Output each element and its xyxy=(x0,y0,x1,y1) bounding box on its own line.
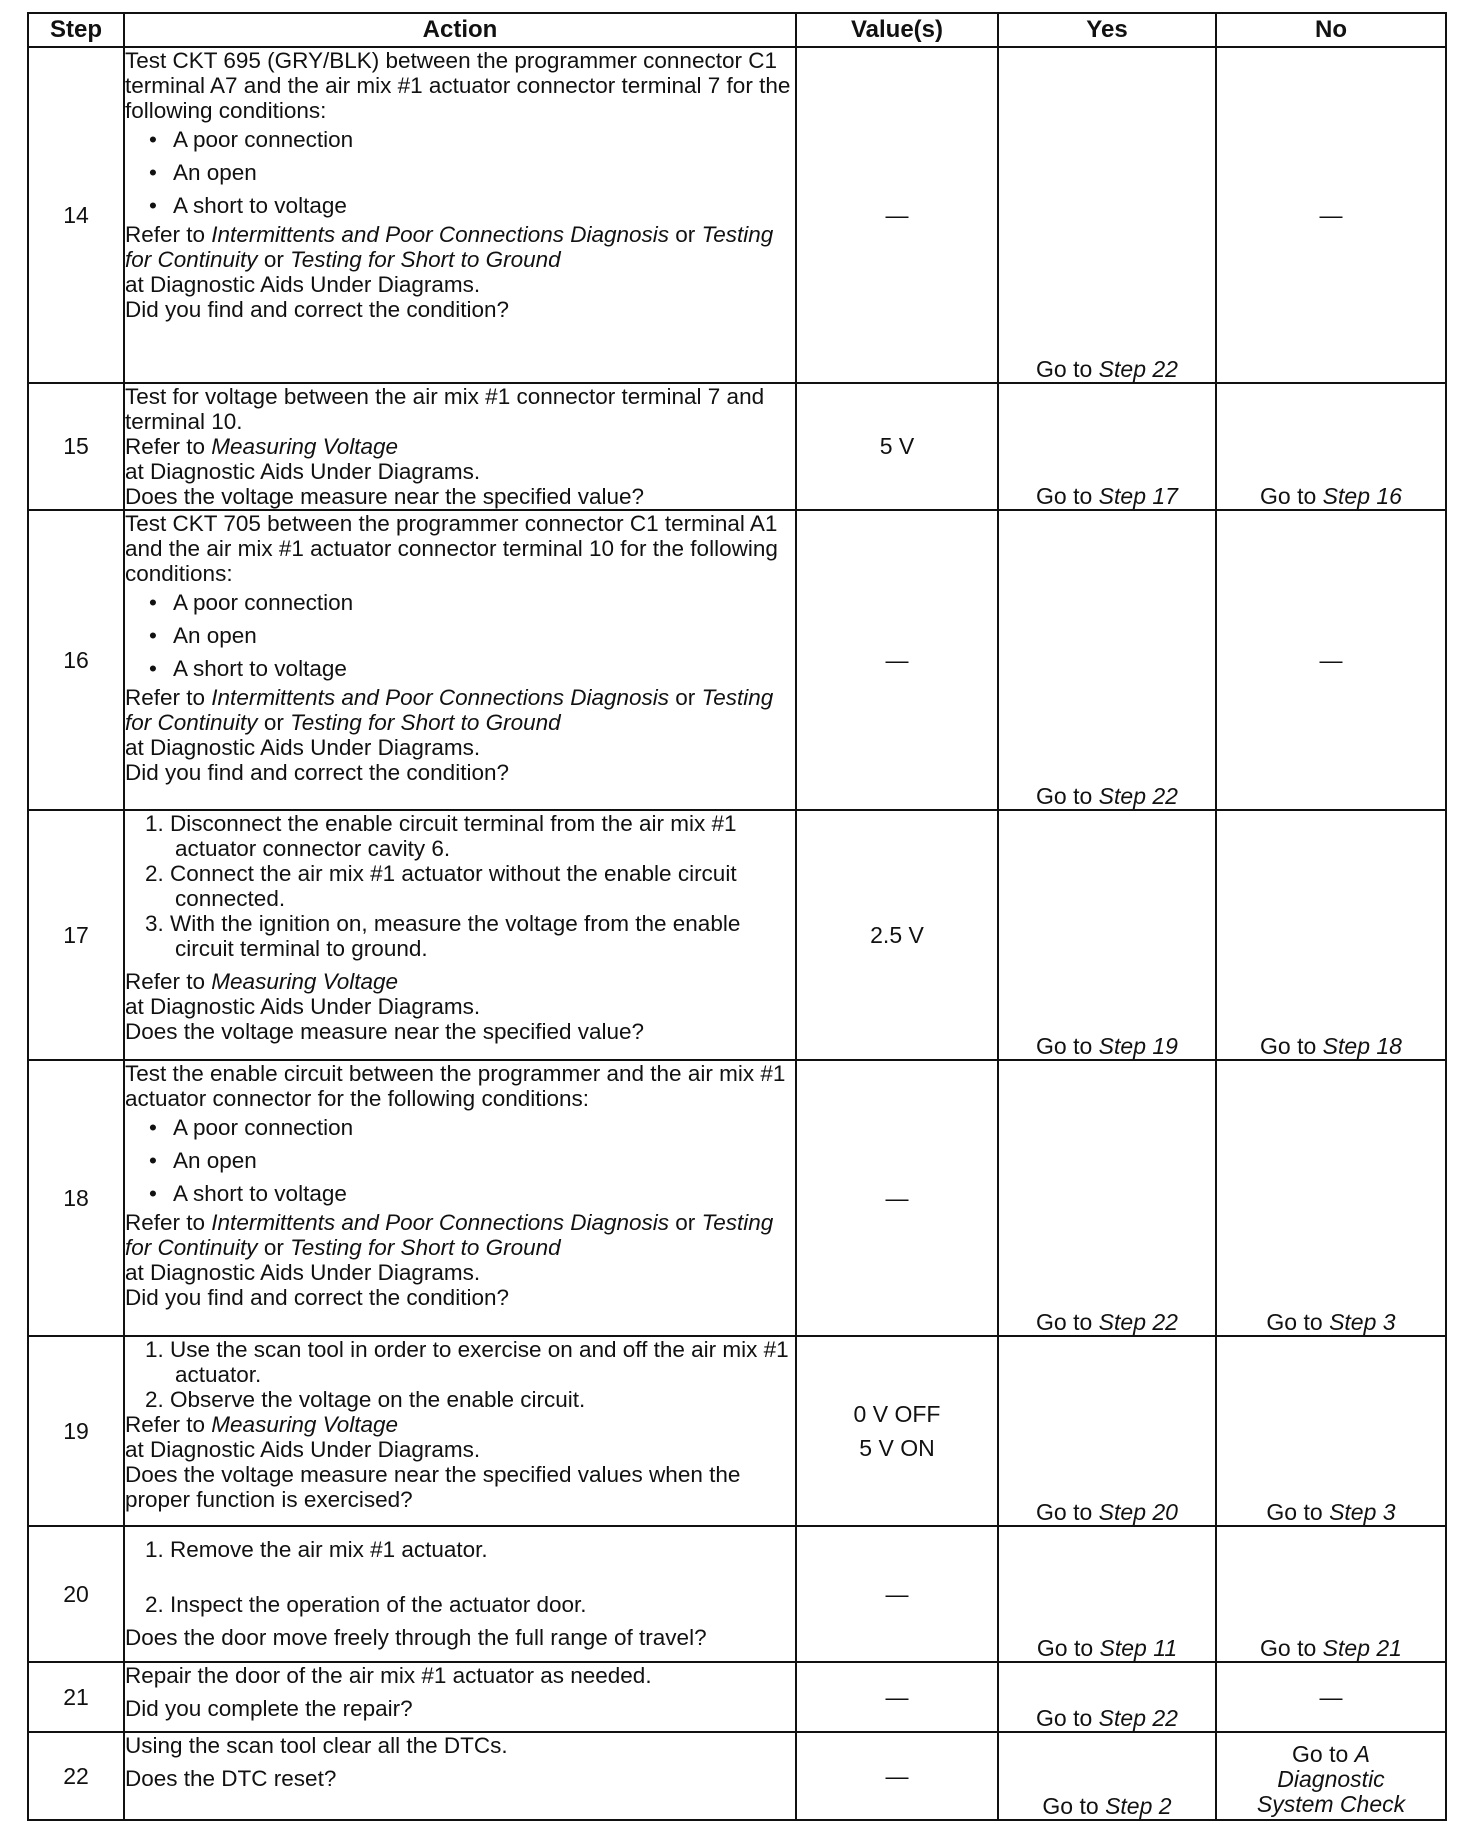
no-step-link: System Check xyxy=(1256,1791,1406,1817)
action-question: Does the voltage measure near the specified value? xyxy=(125,484,645,509)
step-number: 14 xyxy=(28,47,124,383)
step-number: 19 xyxy=(28,1336,124,1526)
action-cell xyxy=(124,1662,796,1732)
no-cell: — xyxy=(1216,47,1446,383)
condition-bullet: • An open xyxy=(125,156,795,189)
yes-step-link: Step 22 xyxy=(1098,1705,1178,1731)
action-cell xyxy=(124,810,796,1060)
condition-bullet: • A poor connection xyxy=(125,1111,795,1144)
no-cell xyxy=(1216,1732,1446,1820)
value-cell: — xyxy=(796,1662,998,1732)
action-question: Did you find and correct the condition? xyxy=(125,760,509,785)
table-row xyxy=(28,1336,1446,1526)
action-cell xyxy=(124,47,796,383)
table-row xyxy=(28,1526,1446,1662)
action-intro: Test CKT 695 (GRY/BLK) between the programmer connector C1 terminal A7 and the air mix #1 actuator connector terminal 7 for the following conditions: xyxy=(125,48,791,123)
action-cell xyxy=(124,1732,796,1820)
yes-cell: Go to Step 2 xyxy=(998,1732,1216,1820)
yes-step-link: Step 17 xyxy=(1098,483,1178,509)
procedure-step: 3. With the ignition on, measure the voltage from the enable circuit terminal to ground. xyxy=(145,911,741,961)
diagnostic-table xyxy=(27,12,1447,1821)
yes-step-link: Step 11 xyxy=(1099,1635,1178,1661)
condition-bullet: • An open xyxy=(125,1144,795,1177)
action-question: Does the door move freely through the full range of travel? xyxy=(125,1625,707,1650)
yes-step-link: Step 22 xyxy=(1098,783,1178,809)
yes-cell: Go to Step 22 xyxy=(998,510,1216,810)
value-on: 5 V ON xyxy=(859,1435,935,1461)
value-cell: — xyxy=(796,47,998,383)
action-intro: Repair the door of the air mix #1 actuator as needed. xyxy=(125,1663,652,1688)
value-cell xyxy=(796,1336,998,1526)
reference-location: at Diagnostic Aids Under Diagrams. xyxy=(125,1437,481,1462)
no-step-link: Step 21 xyxy=(1322,1635,1402,1661)
value-off: 0 V OFF xyxy=(853,1401,941,1427)
condition-bullet: • A poor connection xyxy=(125,586,795,619)
step-number: 21 xyxy=(28,1662,124,1732)
yes-cell: Go to Step 22 xyxy=(998,1662,1216,1732)
yes-cell: Go to Step 22 xyxy=(998,1060,1216,1336)
condition-bullet: • A short to voltage xyxy=(125,189,795,222)
action-intro: Using the scan tool clear all the DTCs. xyxy=(125,1733,508,1758)
reference-link: Testing for Short to Ground xyxy=(290,247,561,272)
procedure-step: 1. Use the scan tool in order to exercise on and off the air mix #1 actuator. xyxy=(145,1337,789,1387)
action-cell xyxy=(124,1060,796,1336)
reference-link: Intermittents and Poor Connections Diagnosis xyxy=(211,1210,670,1235)
step-number: 17 xyxy=(28,810,124,1060)
reference: Refer to Intermittents and Poor Connections Diagnosis or Testing for Continuity or Testing for Short to Ground xyxy=(125,685,774,735)
reference-location: at Diagnostic Aids Under Diagrams. xyxy=(125,1260,481,1285)
reference-location: at Diagnostic Aids Under Diagrams. xyxy=(125,994,481,1019)
no-step-link: Step 18 xyxy=(1322,1033,1402,1059)
condition-bullet: • A poor connection xyxy=(125,123,795,156)
value-cell: — xyxy=(796,510,998,810)
yes-step-link: Step 2 xyxy=(1105,1793,1172,1819)
procedure-step: 1. Remove the air mix #1 actuator. xyxy=(145,1537,488,1562)
no-cell: Go to Step 3 xyxy=(1216,1060,1446,1336)
action-question: Does the DTC reset? xyxy=(125,1766,337,1791)
reference: Refer to Measuring Voltage xyxy=(125,434,399,459)
value-cell: 5 V xyxy=(796,383,998,510)
reference: Refer to Measuring Voltage xyxy=(125,1412,399,1437)
procedure-step: 2. Inspect the operation of the actuator door. xyxy=(145,1592,587,1617)
action-cell xyxy=(124,510,796,810)
no-step-link: Step 3 xyxy=(1329,1309,1396,1335)
action-cell xyxy=(124,1526,796,1662)
value-cell: 2.5 V xyxy=(796,810,998,1060)
reference-link: Measuring Voltage xyxy=(211,969,399,994)
header-yes: Yes xyxy=(998,13,1216,47)
table-row xyxy=(28,1662,1446,1732)
action-cell xyxy=(124,1336,796,1526)
action-question: Did you find and correct the condition? xyxy=(125,297,509,322)
action-intro: Test for voltage between the air mix #1 connector terminal 7 and terminal 10. xyxy=(125,384,765,434)
action-question: Does the voltage measure near the specified value? xyxy=(125,1019,645,1044)
condition-bullet: • A short to voltage xyxy=(125,652,795,685)
value-cell: — xyxy=(796,1526,998,1662)
header-no: No xyxy=(1216,13,1446,47)
reference: Refer to Measuring Voltage xyxy=(125,969,399,994)
yes-cell: Go to Step 22 xyxy=(998,47,1216,383)
yes-step-link: Step 22 xyxy=(1098,356,1178,382)
yes-step-link: Step 22 xyxy=(1098,1309,1178,1335)
yes-cell: Go to Step 20 xyxy=(998,1336,1216,1526)
condition-bullet: • An open xyxy=(125,619,795,652)
no-cell: Go to Step 3 xyxy=(1216,1336,1446,1526)
reference-link: Testing for Continuity xyxy=(125,222,774,272)
reference-location: at Diagnostic Aids Under Diagrams. xyxy=(125,735,481,760)
procedure-step: 1. Disconnect the enable circuit terminal from the air mix #1 actuator connector cavity 6. xyxy=(145,811,737,861)
reference-link: Testing for Short to Ground xyxy=(290,1235,561,1260)
value-cell: — xyxy=(796,1732,998,1820)
header-values: Value(s) xyxy=(796,13,998,47)
step-number: 18 xyxy=(28,1060,124,1336)
table-row xyxy=(28,47,1446,383)
action-question: Does the voltage measure near the specified values when the proper function is exercised? xyxy=(125,1462,741,1512)
procedure-step: 2. Connect the air mix #1 actuator without the enable circuit connected. xyxy=(145,861,737,911)
table-row xyxy=(28,1732,1446,1820)
reference-link: Measuring Voltage xyxy=(211,434,399,459)
yes-cell: Go to Step 19 xyxy=(998,810,1216,1060)
no-step-link: Step 16 xyxy=(1322,483,1402,509)
action-intro: Test CKT 705 between the programmer connector C1 terminal A1 and the air mix #1 actuator connector terminal 10 for the following conditions: xyxy=(125,511,778,586)
reference-location: at Diagnostic Aids Under Diagrams. xyxy=(125,272,481,297)
no-cell: — xyxy=(1216,510,1446,810)
action-intro: Test the enable circuit between the programmer and the air mix #1 actuator connector for the following conditions: xyxy=(125,1061,786,1111)
no-cell: Go to Step 18 xyxy=(1216,810,1446,1060)
no-cell: Go to Step 16 xyxy=(1216,383,1446,510)
reference-location: at Diagnostic Aids Under Diagrams. xyxy=(125,459,481,484)
procedure-step: 2. Observe the voltage on the enable circuit. xyxy=(145,1387,586,1412)
table-row xyxy=(28,810,1446,1060)
reference-link: Measuring Voltage xyxy=(211,1412,399,1437)
table-row xyxy=(28,1060,1446,1336)
reference-link: Testing for Continuity xyxy=(125,685,774,735)
header-action: Action xyxy=(124,13,796,47)
header-step: Step xyxy=(28,13,124,47)
reference-link: Testing for Continuity xyxy=(125,1210,774,1260)
no-step-link: Step 3 xyxy=(1329,1499,1396,1525)
step-number: 20 xyxy=(28,1526,124,1662)
table-row xyxy=(28,383,1446,510)
no-cell: Go to Step 21 xyxy=(1216,1526,1446,1662)
table-row xyxy=(28,510,1446,810)
reference-link: Intermittents and Poor Connections Diagnosis xyxy=(211,222,670,247)
reference-link: Testing for Short to Ground xyxy=(290,710,561,735)
reference-link: Intermittents and Poor Connections Diagnosis xyxy=(211,685,670,710)
step-number: 16 xyxy=(28,510,124,810)
step-number: 22 xyxy=(28,1732,124,1820)
yes-cell: Go to Step 17 xyxy=(998,383,1216,510)
no-goto: Go to A xyxy=(1292,1741,1370,1767)
yes-step-link: Step 20 xyxy=(1098,1499,1178,1525)
yes-step-link: Step 19 xyxy=(1098,1033,1178,1059)
no-cell: — xyxy=(1216,1662,1446,1732)
reference: Refer to Intermittents and Poor Connections Diagnosis or Testing for Continuity or Testing for Short to Ground xyxy=(125,1210,774,1260)
step-number: 15 xyxy=(28,383,124,510)
no-step-link: A xyxy=(1354,1741,1370,1767)
reference: Refer to Intermittents and Poor Connections Diagnosis or Testing for Continuity or Testing for Short to Ground xyxy=(125,222,774,272)
action-cell xyxy=(124,383,796,510)
no-step-link: Diagnostic xyxy=(1277,1766,1385,1792)
action-question: Did you find and correct the condition? xyxy=(125,1285,509,1310)
action-question: Did you complete the repair? xyxy=(125,1696,413,1721)
header-row xyxy=(28,13,1446,47)
condition-bullet: • A short to voltage xyxy=(125,1177,795,1210)
yes-cell: Go to Step 11 xyxy=(998,1526,1216,1662)
value-cell: — xyxy=(796,1060,998,1336)
